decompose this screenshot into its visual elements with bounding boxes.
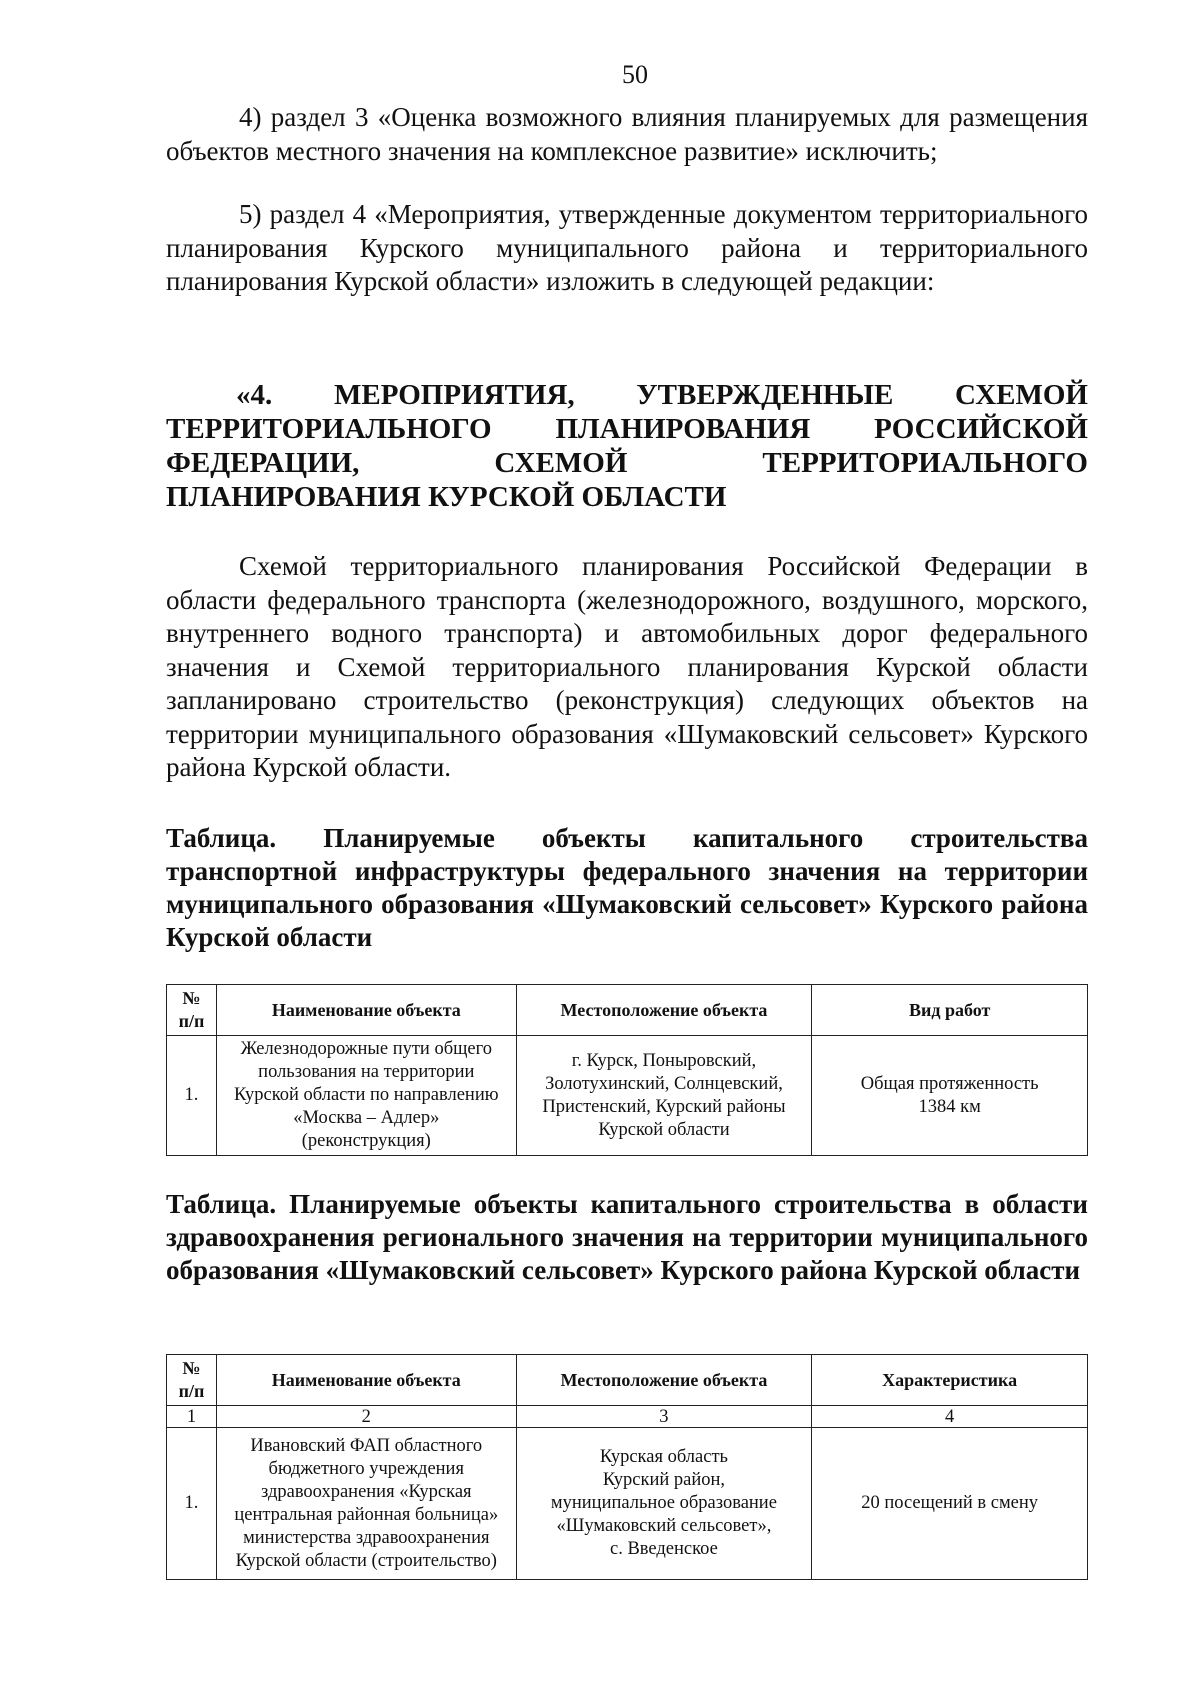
table2-header-name: Наименование объекта (216, 1355, 516, 1406)
table2-row1-num: 1. (167, 1428, 217, 1580)
table1-header-row (167, 985, 1088, 1036)
table1-row1-num: 1. (167, 1036, 217, 1156)
table1-header-name: Наименование объекта (216, 985, 516, 1036)
table2-header-row (167, 1355, 1088, 1406)
table2-row1-name: Ивановский ФАП областного бюджетного учреждения здравоохранения «Курская центральная районная больница» министерства здравоохранения Курской области (строительство) (216, 1428, 516, 1580)
item-4-paragraph (166, 101, 1088, 168)
table1-header-work: Вид работ (812, 985, 1088, 1036)
table2-row1-characteristic: 20 посещений в смену (812, 1428, 1088, 1580)
table2-header-location: Местоположение объекта (516, 1355, 812, 1406)
table2-caption: Таблица. Планируемые объекты капитального строительства в области здравоохранения регионального значения на территории муниципального образования «Шумаковский сельсовет» Курского района Курской области (166, 1189, 1088, 1285)
table2-header-num: № п/п (167, 1355, 217, 1406)
table2-colnum-4: 4 (812, 1406, 1088, 1428)
table1-header-location: Местоположение объекта (516, 985, 812, 1036)
table-health-objects (166, 1354, 1088, 1580)
table1-header-num: № п/п (167, 985, 217, 1036)
table-transport-objects (166, 984, 1088, 1156)
table1-caption: Таблица. Планируемые объекты капитального строительства транспортной инфраструктуры федерального значения на территории муниципального образования «Шумаковский сельсовет» Курского района Курской области (166, 823, 1088, 952)
table2-caption-block (166, 1188, 1088, 1287)
section-heading-block (166, 378, 1088, 514)
item-5-text: 5) раздел 4 «Мероприятия, утвержденные документом территориального планирования Курского муниципального района и территориального планирования Курской области» изложить в следующей редакции: (166, 199, 1088, 296)
table2-colnum-row (167, 1406, 1088, 1428)
table2-colnum-2: 2 (216, 1406, 516, 1428)
page-number: 50 (622, 60, 648, 89)
table-row (167, 1036, 1088, 1156)
table2-colnum-3: 3 (516, 1406, 812, 1428)
table2-row1-location: Курская область Курский район, муниципальное образование «Шумаковский сельсовет», с. Введенское (516, 1428, 812, 1580)
table1-caption-block (166, 822, 1088, 954)
table1-row1-work: Общая протяженность 1384 км (812, 1036, 1088, 1156)
table1-row1-name: Железнодорожные пути общего пользования на территории Курской области по направлению «Москва – Адлер» (реконструкция) (216, 1036, 516, 1156)
table2-colnum-1: 1 (167, 1406, 217, 1428)
section-heading: «4. МЕРОПРИЯТИЯ, УТВЕРЖДЕННЫЕ СХЕМОЙ ТЕРРИТОРИАЛЬНОГО ПЛАНИРОВАНИЯ РОССИЙСКОЙ ФЕДЕРАЦИИ, СХЕМОЙ ТЕРРИТОРИАЛЬНОГО ПЛАНИРОВАНИЯ КУРСКОЙ ОБЛАСТИ (166, 379, 1088, 513)
item-5-paragraph (166, 198, 1088, 299)
table-row (167, 1428, 1088, 1580)
table1-row1-location: г. Курск, Поныровский, Золотухинский, Солнцевский, Пристенский, Курский районы Курской области (516, 1036, 812, 1156)
item-4-text: 4) раздел 3 «Оценка возможного влияния планируемых для размещения объектов местного значения на комплексное развитие» исключить; (166, 102, 1088, 166)
table2-header-characteristic: Характеристика (812, 1355, 1088, 1406)
intro-paragraph-block (166, 550, 1088, 785)
intro-paragraph: Схемой территориального планирования Российской Федерации в области федерального транспорта (железнодорожного, воздушного, морского, внутреннего водного транспорта) и автомобильных дорог федерального значения и Схемой территориального планирования Курской области запланировано строительство (реконструкция) следующих объектов на территории муниципального образования «Шумаковский сельсовет» Курского района Курской области. (166, 551, 1088, 782)
